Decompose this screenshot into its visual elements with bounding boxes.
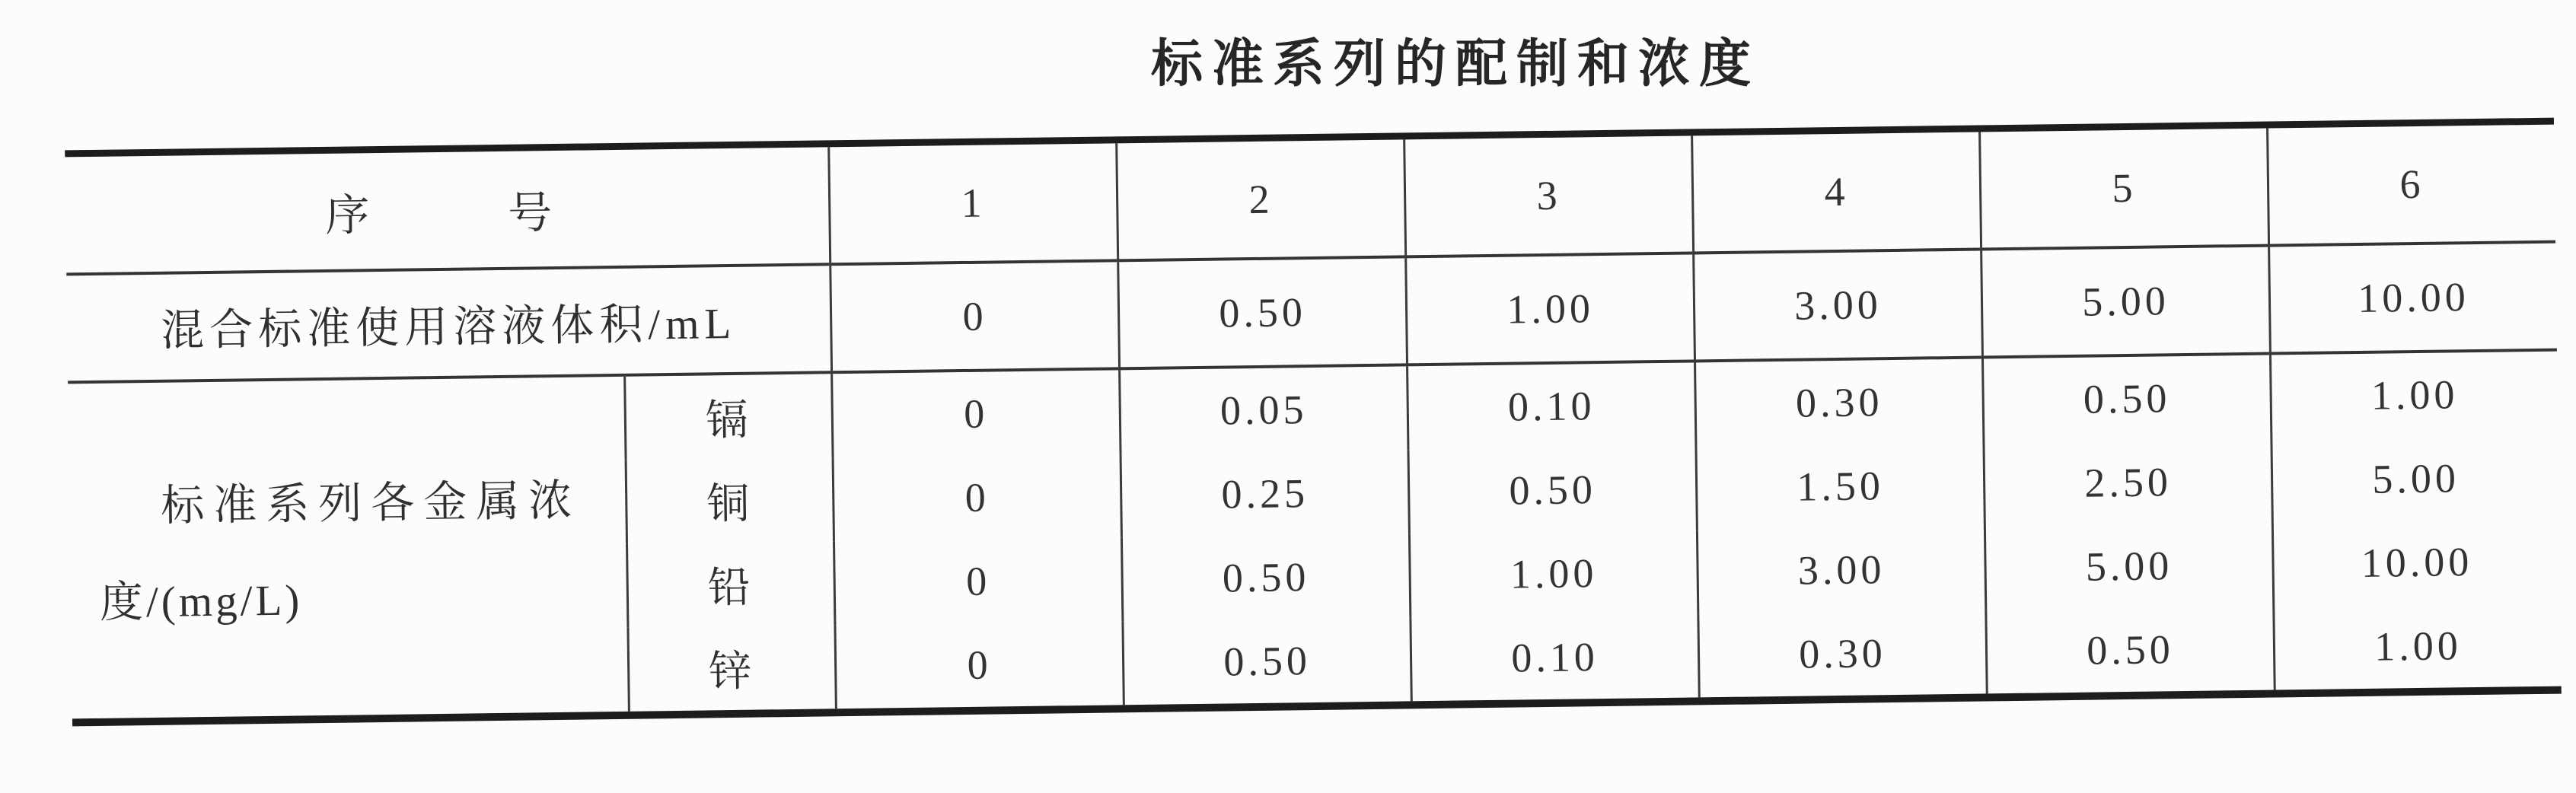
cadmium-value-6: 1.00: [2269, 352, 2558, 439]
header-col-2: 2: [1115, 139, 1404, 262]
volume-value-4: 3.00: [1692, 251, 1981, 363]
metal-name-cadmium: 镉: [623, 374, 831, 460]
data-table: [65, 118, 2562, 727]
volume-value-1: 0: [829, 262, 1118, 374]
copper-value-5: 2.50: [1982, 439, 2271, 527]
zinc-value-4: 0.30: [1697, 610, 1985, 697]
volume-value-5: 5.00: [1980, 247, 2269, 359]
copper-value-6: 5.00: [2270, 435, 2558, 523]
metal-name-lead: 铅: [626, 541, 834, 628]
table-grid: [65, 125, 2561, 719]
copper-value-2: 0.25: [1120, 450, 1408, 537]
metal-group-label-line2: 度/(mg/L): [99, 576, 303, 627]
copper-value-3: 0.50: [1407, 446, 1695, 533]
zinc-value-5: 0.50: [1985, 607, 2273, 694]
header-col-5: 5: [1978, 129, 2268, 251]
metal-group-label: [68, 377, 628, 719]
lead-value-5: 5.00: [1984, 523, 2272, 610]
cadmium-value-2: 0.05: [1118, 366, 1407, 454]
metal-name-copper: 铜: [625, 457, 833, 544]
copper-value-4: 1.50: [1694, 442, 1983, 530]
cadmium-value-4: 0.30: [1694, 359, 1982, 447]
header-col-1: 1: [827, 143, 1117, 266]
volume-value-3: 1.00: [1404, 254, 1694, 366]
lead-value-2: 0.50: [1121, 533, 1409, 621]
header-col-4: 4: [1691, 132, 1980, 255]
volume-value-6: 10.00: [2268, 244, 2557, 355]
header-col-6: 6: [2266, 125, 2555, 247]
cadmium-value-3: 0.10: [1406, 362, 1694, 450]
table-title: 标准系列的配制和浓度: [1150, 35, 1760, 93]
copper-value-1: 0: [832, 454, 1121, 541]
volume-row-label: 混合标准使用溶液体积/mL: [66, 266, 831, 384]
zinc-value-2: 0.50: [1121, 617, 1410, 705]
zinc-value-3: 0.10: [1409, 613, 1698, 701]
cadmium-value-5: 0.50: [1981, 355, 2270, 443]
metal-name-zinc: 锌: [626, 625, 834, 712]
lead-value-6: 10.00: [2272, 519, 2560, 607]
lead-value-1: 0: [833, 537, 1121, 625]
volume-value-2: 0.50: [1117, 258, 1406, 370]
lead-value-4: 3.00: [1696, 526, 1985, 613]
metal-group-label-line1: 标准系列各金属浓: [160, 476, 582, 530]
sequence-header-label: 序 号: [65, 147, 829, 275]
cadmium-value-1: 0: [831, 370, 1119, 457]
lead-value-3: 1.00: [1408, 530, 1697, 617]
header-col-3: 3: [1403, 135, 1692, 258]
zinc-value-6: 1.00: [2272, 603, 2561, 690]
zinc-value-1: 0: [834, 621, 1122, 709]
